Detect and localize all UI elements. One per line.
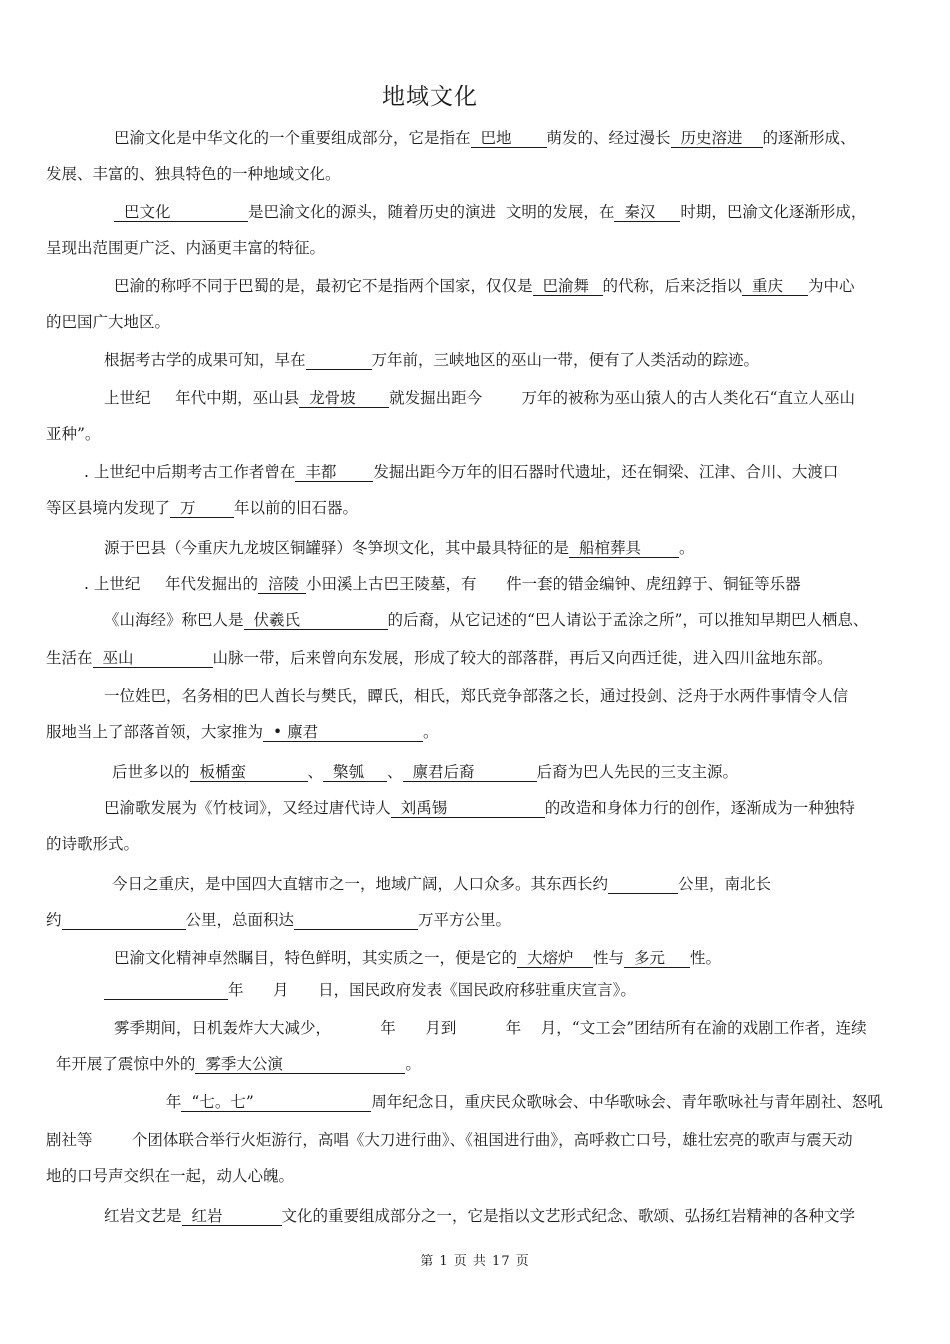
fill-in-answer: 大熔炉 — [517, 950, 593, 968]
text-line — [46, 538, 908, 558]
text-run: 剧社等 个团体联合举行火炬游行，高唱《大刀进行曲》、《祖国进行曲》，高呼救亡口号，雄壮宏亮的歌声与震天动 — [46, 1131, 853, 1149]
text-run: 今日之重庆，是中国四大直辖市之一，地域广阔，人口众多。其东西长约 — [112, 875, 609, 893]
text-run: 的改造和身体力行的创作，逐渐成为一种独特 — [544, 799, 855, 817]
text-run: 文化的重要组成部分之一，它是指以文艺形式纪念、歌颂、弘扬红岩精神的各种文学 — [281, 1207, 856, 1225]
text-line — [46, 910, 908, 930]
text-line — [46, 686, 908, 706]
fill-in-answer: 巴渝舞 — [533, 278, 603, 296]
fill-in-answer: 多元 — [624, 950, 690, 968]
fill-in-answer: 板楯蛮 — [190, 764, 308, 782]
text-line — [46, 202, 908, 222]
text-run: 约 — [46, 911, 62, 929]
text-run: 发掘出距今万年的旧石器时代遗址，还在铜梁、江津、合川、大渡口 — [373, 463, 839, 481]
text-run: 巴渝歌发展为《竹枝词》，又经过唐代诗人 — [104, 799, 391, 817]
text-line — [46, 798, 908, 818]
text-line — [46, 574, 908, 594]
text-run: 就发掘出距今 万年的被称为巫山猿人的古人类化石“直立人巫山 — [389, 389, 855, 407]
fill-in-answer: 船棺葬具 — [569, 540, 679, 558]
text-line — [46, 722, 908, 742]
text-run: 年以前的旧石器。 — [234, 499, 359, 517]
text-run: 等区县境内发现了 — [46, 499, 171, 517]
fill-in-blank — [104, 982, 228, 1000]
text-run: 、 — [387, 763, 403, 781]
text-run: 巴渝文化精神卓然瞩目，特色鲜明，其实质之一，便是它的 — [114, 949, 518, 967]
text-run: 生活在 — [46, 649, 93, 667]
fill-in-answer: 雾季大公演 — [195, 1056, 405, 1074]
text-run: 、 — [307, 763, 324, 781]
text-run: 万平方公里。 — [418, 911, 512, 929]
text-run: 为中心 — [808, 277, 855, 295]
text-line — [46, 1206, 908, 1226]
text-run: 年开展了震惊中外的 — [46, 1055, 196, 1073]
text-line — [46, 1054, 908, 1074]
text-line — [46, 388, 908, 408]
text-run: 红岩文艺是 — [104, 1207, 182, 1225]
fill-in-answer: 涪陵 — [258, 576, 306, 594]
text-run: . 上世纪 年代发掘出的 — [84, 575, 258, 593]
text-run: 。 — [405, 1055, 421, 1073]
fill-in-blank — [294, 912, 418, 930]
fill-in-answer: 秦汉 — [614, 204, 680, 222]
fill-in-answer: 丰都 — [295, 464, 373, 482]
fill-in-answer: 龙骨坡 — [299, 390, 389, 408]
fill-in-answer: 红岩 — [182, 1208, 282, 1226]
fill-in-answer: 万 — [170, 500, 234, 518]
fill-in-answer: 刘禹锡 — [391, 800, 545, 818]
text-line — [46, 834, 908, 854]
fill-in-answer: 檠瓠 — [323, 764, 387, 782]
fill-in-answer: 伏羲氏 — [244, 612, 388, 630]
text-run: 呈现出范围更广泛、内涵更丰富的特征。 — [46, 239, 326, 257]
text-line — [46, 462, 908, 482]
fill-in-answer: “七。七” — [181, 1094, 371, 1112]
text-line — [46, 980, 908, 1000]
text-line — [46, 128, 908, 148]
text-line — [46, 312, 908, 332]
fill-in-blank — [306, 352, 372, 370]
text-run: 。 — [679, 539, 695, 557]
text-run: 性与 — [593, 949, 625, 967]
text-run: 根据考古学的成果可知，早在 — [104, 351, 306, 369]
text-run: 年 月 日，国民政府发表《国民政府移驻重庆宣言》。 — [228, 981, 636, 999]
text-run: 年 — [92, 1093, 182, 1111]
text-line — [46, 350, 908, 370]
page-footer: 第 1 页 共 17 页 — [420, 1254, 530, 1269]
fill-in-answer: 巴文化 — [114, 204, 248, 222]
text-run: 山脉一带，后来曾向东发展，形成了较大的部落群，再后又向西迁徙，进入四川盆地东部。 — [212, 649, 833, 667]
text-run: 发展、丰富的、独具特色的一种地域文化。 — [46, 165, 341, 183]
text-line — [46, 238, 908, 258]
text-run: 上世纪 年代中期，巫山县 — [104, 389, 300, 407]
text-line — [46, 1130, 908, 1150]
text-run: 性。 — [690, 949, 722, 967]
text-run: 小田溪上古巴王陵墓，有 件一套的错金编钟、虎纽錞于、铜钲等乐器 — [306, 575, 801, 593]
text-run: 周年纪念日，重庆民众歌咏会、中华歌咏会、青年歌咏社与青年剧社、怒吼 — [371, 1093, 883, 1111]
text-line — [46, 164, 908, 184]
text-run: 的代称，后来泛指以 — [602, 277, 743, 295]
text-line — [46, 498, 908, 518]
text-run: 亚种”。 — [46, 425, 101, 443]
fill-in-answer: 巫山 — [93, 650, 213, 668]
text-run: . 上世纪中后期考古工作者曾在 — [84, 463, 296, 481]
text-line — [46, 424, 908, 444]
text-run: 萌发的、经过漫长 — [546, 129, 671, 147]
text-run: 的诗歌形式。 — [46, 835, 140, 853]
text-run: 。 — [423, 723, 439, 741]
text-run: 是巴渝文化的源头，随着历史的演进 文明的发展，在 — [248, 203, 615, 221]
text-run: 后世多以的 — [112, 763, 190, 781]
text-run: 雾季期间，日机轰炸大大减少， 年 月到 年 月，“文工会”团结所有在渝的戏剧工作者，连续 — [114, 1019, 867, 1037]
text-run: 巴渝文化是中华文化的一个重要组成部分，它是指在 — [114, 129, 471, 147]
text-run: 公里，总面积达 — [185, 911, 295, 929]
text-run: 巴渝的称呼不同于巴蜀的是，最初它不是指两个国家，仅仅是 — [114, 277, 533, 295]
text-run: 源于巴县（今重庆九龙坡区铜罐驿）冬笋坝文化，其中最具特征的是 — [104, 539, 570, 557]
text-run: 公里，南北长 — [678, 875, 772, 893]
text-line — [46, 874, 908, 894]
text-run: 的逐渐形成、 — [762, 129, 856, 147]
text-run: 《山海经》称巴人是 — [104, 611, 244, 629]
text-run: 服地当上了部落首领，大家推为 — [46, 723, 264, 741]
text-run: 地的口号声交织在一起，动人心魄。 — [46, 1167, 295, 1185]
text-run: 的后裔，从它记述的“巴人请讼于孟涂之所”，可以推知早期巴人栖息、 — [387, 611, 869, 629]
fill-in-answer: 巴地 — [471, 130, 547, 148]
text-line — [46, 1092, 908, 1112]
text-run: 的巴国广大地区。 — [46, 313, 171, 331]
text-line — [46, 276, 908, 296]
fill-in-answer: 廪君后裔 — [403, 764, 537, 782]
text-line — [46, 1018, 908, 1038]
fill-in-answer: 历史溶进 — [671, 130, 763, 148]
text-run: 时期，巴渝文化逐渐形成， — [680, 203, 867, 221]
text-line — [46, 948, 908, 968]
text-line — [46, 1166, 908, 1186]
text-run: 一位姓巴，名务相的巴人酋长与樊氏，瞫氏，相氏，郑氏竞争部落之长，通过投剑、泛舟于水两件事情令人信 — [104, 687, 849, 705]
fill-in-answer: • 廪君 — [263, 724, 423, 742]
text-line — [46, 648, 908, 668]
fill-in-blank — [608, 876, 678, 894]
fill-in-blank — [62, 912, 186, 930]
text-run: 万年前，三峡地区的巫山一带，便有了人类活动的踪迹。 — [371, 351, 760, 369]
text-line — [46, 610, 908, 630]
fill-in-answer: 重庆 — [742, 278, 808, 296]
text-line — [46, 762, 908, 782]
text-run: 后裔为巴人先民的三支主源。 — [536, 763, 739, 781]
document-title: 地域文化 — [382, 84, 478, 110]
